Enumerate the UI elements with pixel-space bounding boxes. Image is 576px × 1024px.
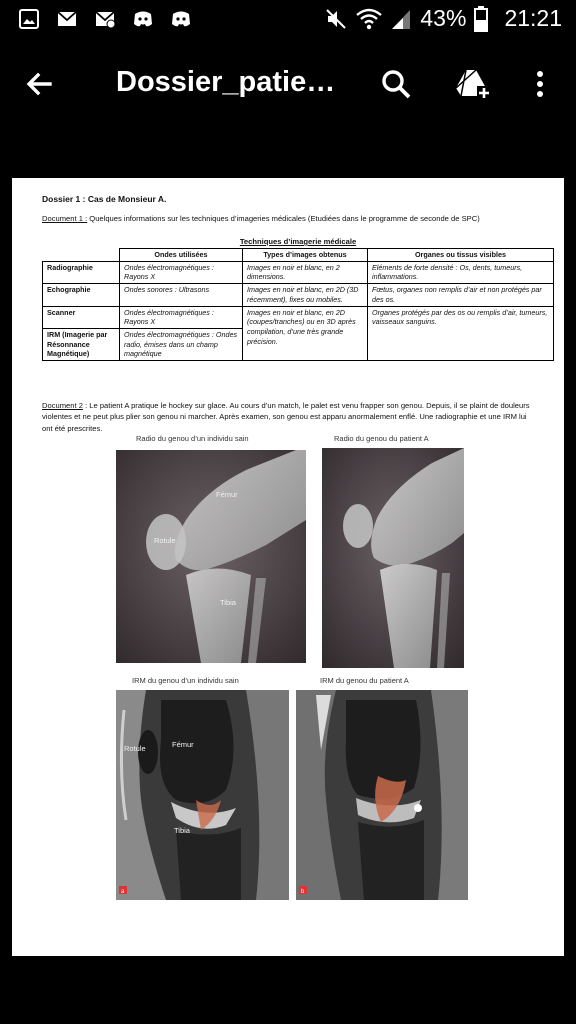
table-cell: Ondes électromagnétiques : Rayons X xyxy=(120,261,243,283)
discord-icon xyxy=(132,8,154,30)
table-cell: Fœtus, organes non remplis d’air et non protégés par des os. xyxy=(368,284,554,306)
label-femur: Fémur xyxy=(216,490,238,499)
more-vert-icon[interactable] xyxy=(520,64,560,104)
label-tibia: Tibia xyxy=(174,826,190,835)
image-icon xyxy=(18,8,40,30)
back-arrow-icon[interactable] xyxy=(20,64,60,104)
document-title: Dossier_patie… xyxy=(116,66,336,98)
mri-healthy-image xyxy=(116,690,289,900)
table-cell: Ondes électromagnétiques : Ondes radio, émises dans un champ magnétique xyxy=(120,329,243,361)
table-cell: Organes protégés par des os ou remplis d’air, tumeurs, vaisseaux sanguins. xyxy=(368,306,554,361)
radio-patient-caption: Radio du genou du patient A xyxy=(334,434,429,443)
table-header: Organes ou tissus visibles xyxy=(368,249,554,262)
mri-patient-image xyxy=(296,690,468,900)
label-tibia: Tibia xyxy=(220,598,236,607)
techniques-table xyxy=(42,248,554,361)
table-row xyxy=(43,261,554,283)
wifi-icon xyxy=(356,7,382,31)
document-2-label: Document 2 xyxy=(42,401,83,410)
xray-healthy-image xyxy=(116,450,306,663)
table-row xyxy=(43,284,554,306)
app-toolbar xyxy=(0,48,576,120)
table-caption: Techniques d’imagerie médicale xyxy=(239,237,357,246)
radio-healthy-caption: Radio du genou d’un individu sain xyxy=(136,434,249,443)
label-rotule: Rotule xyxy=(154,536,176,545)
xray-patient-image xyxy=(322,448,464,668)
table-row xyxy=(43,306,554,328)
discord-icon xyxy=(170,8,192,30)
table-cell: Eléments de forte densité : Os, dents, tumeurs, inflammations. xyxy=(368,261,554,283)
corner-label-a: a xyxy=(121,889,125,895)
irm-patient-caption: IRM du genou du patient A xyxy=(320,676,409,685)
table-cell: Images en noir et blanc, en 2D (coupes/tranches) ou en 3D après compilation, d’une très grande précision. xyxy=(243,306,368,361)
drive-add-icon[interactable] xyxy=(452,64,492,104)
row-header: IRM (Imagerie par Résonnance Magnétique) xyxy=(43,329,120,361)
signal-icon xyxy=(390,7,412,31)
xray-healthy-graphic xyxy=(116,450,306,663)
table-header-row xyxy=(43,249,554,262)
search-icon[interactable] xyxy=(376,64,416,104)
xray-patient-graphic xyxy=(322,448,464,668)
mail-icon xyxy=(56,8,78,30)
table-cell: Ondes sonores : Ultrasons xyxy=(120,284,243,306)
mri-patient-graphic xyxy=(296,690,468,900)
irm-healthy-caption: IRM du genou d’un individu sain xyxy=(132,676,239,685)
table-cell: Images en noir et blanc, en 2 dimensions. xyxy=(243,261,368,283)
table-header: Ondes utilisées xyxy=(120,249,243,262)
clock: 21:21 xyxy=(504,5,562,31)
document-1-text: Quelques informations sur les techniques d’imageries médicales (Etudiées dans le programme de seconde de SPC) xyxy=(87,214,480,223)
dossier-title: Dossier 1 : Cas de Monsieur A. xyxy=(42,194,167,204)
document-1-heading xyxy=(42,214,480,223)
status-bar xyxy=(0,0,576,40)
battery-percent: 43% xyxy=(420,5,467,31)
table-header: Types d’images obtenus xyxy=(243,249,368,262)
row-header: Radiographie xyxy=(43,261,120,283)
label-femur: Fémur xyxy=(172,740,194,749)
mute-icon xyxy=(324,7,348,31)
mail-check-icon xyxy=(94,8,116,30)
mri-healthy-graphic xyxy=(116,690,289,900)
battery-icon xyxy=(474,6,488,32)
row-header: Echographie xyxy=(43,284,120,306)
row-header: Scanner xyxy=(43,306,120,328)
document-2-paragraph xyxy=(42,400,536,434)
label-rotule: Rotule xyxy=(124,744,146,753)
table-cell: Ondes électromagnétiques : Rayons X xyxy=(120,306,243,328)
table-cell: Images en noir et blanc, en 2D (3D récemment), fixes ou mobiles. xyxy=(243,284,368,306)
document-page[interactable] xyxy=(12,178,564,956)
corner-label-b: b xyxy=(301,889,305,895)
table-corner xyxy=(43,249,120,262)
document-2-text: : Le patient A pratique le hockey sur glace. Au cours d’un match, le palet est venu frapper son genou. Depuis, il se plaint de douleurs violentes et ne peut plus plier son genou ni marcher. Après examen, son genou est apparu anormalement enflé. Une radiographie et une IRM lui ont été prescrites. xyxy=(42,401,530,433)
document-1-label: Document 1 : xyxy=(42,214,88,223)
